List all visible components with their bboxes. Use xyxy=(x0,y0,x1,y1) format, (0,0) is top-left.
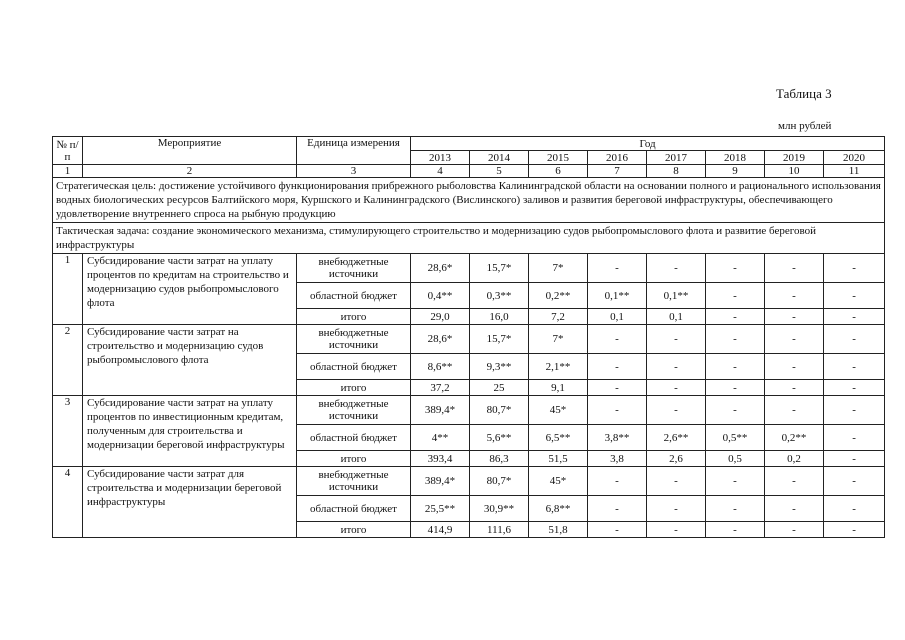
column-number-1: 1 xyxy=(53,165,83,178)
value-cell: - xyxy=(824,254,885,283)
value-cell: - xyxy=(765,467,824,496)
value-cell: 80,7* xyxy=(470,467,529,496)
units-label: млн рублей xyxy=(778,120,832,132)
value-cell: 29,0 xyxy=(411,309,470,325)
header-year-2015: 2015 xyxy=(529,151,588,165)
funding-source: итого xyxy=(297,309,411,325)
value-cell: 16,0 xyxy=(470,309,529,325)
value-cell: - xyxy=(706,467,765,496)
value-cell: - xyxy=(824,380,885,396)
funding-source: областной бюджет xyxy=(297,425,411,451)
header-year-2017: 2017 xyxy=(647,151,706,165)
value-cell: - xyxy=(824,283,885,309)
value-cell: - xyxy=(765,309,824,325)
value-cell: 4** xyxy=(411,425,470,451)
value-cell: 30,9** xyxy=(470,496,529,522)
value-cell: - xyxy=(765,283,824,309)
table-row xyxy=(53,396,885,425)
value-cell: - xyxy=(647,254,706,283)
column-number-11: 11 xyxy=(824,165,885,178)
funding-source: областной бюджет xyxy=(297,354,411,380)
value-cell: - xyxy=(824,467,885,496)
value-cell: 2,6** xyxy=(647,425,706,451)
value-cell: - xyxy=(824,325,885,354)
value-cell: - xyxy=(765,522,824,538)
value-cell: - xyxy=(706,354,765,380)
header-year: Год xyxy=(411,137,885,151)
event-name: Субсидирование части затрат на строительство и модернизацию судов рыбопромыслового флота xyxy=(83,325,297,396)
row-number: 3 xyxy=(53,396,83,467)
value-cell: 45* xyxy=(529,467,588,496)
value-cell: 111,6 xyxy=(470,522,529,538)
value-cell: 5,6** xyxy=(470,425,529,451)
value-cell: 9,1 xyxy=(529,380,588,396)
event-name: Субсидирование части затрат на уплату процентов по кредитам на строительство и модернизацию судов рыбопромыслового флота xyxy=(83,254,297,325)
value-cell: 37,2 xyxy=(411,380,470,396)
header-year-2013: 2013 xyxy=(411,151,470,165)
table-title: Таблица 3 xyxy=(776,86,832,101)
value-cell: 7* xyxy=(529,325,588,354)
funding-source: итого xyxy=(297,522,411,538)
value-cell: 2,6 xyxy=(647,451,706,467)
value-cell: - xyxy=(706,380,765,396)
value-cell: - xyxy=(588,467,647,496)
value-cell: - xyxy=(647,467,706,496)
header-year-2014: 2014 xyxy=(470,151,529,165)
value-cell: - xyxy=(588,380,647,396)
funding-source: внебюджетные источники xyxy=(297,254,411,283)
value-cell: 0,2** xyxy=(529,283,588,309)
funding-source: внебюджетные источники xyxy=(297,325,411,354)
header-year-2016: 2016 xyxy=(588,151,647,165)
column-number-7: 7 xyxy=(588,165,647,178)
funding-source: итого xyxy=(297,380,411,396)
funding-source: итого xyxy=(297,451,411,467)
value-cell: - xyxy=(706,496,765,522)
table-row xyxy=(53,467,885,496)
value-cell: 28,6* xyxy=(411,254,470,283)
value-cell: 51,8 xyxy=(529,522,588,538)
value-cell: - xyxy=(588,496,647,522)
value-cell: - xyxy=(824,451,885,467)
value-cell: - xyxy=(647,496,706,522)
funding-source: внебюджетные источники xyxy=(297,467,411,496)
value-cell: - xyxy=(765,380,824,396)
value-cell: 393,4 xyxy=(411,451,470,467)
value-cell: 7,2 xyxy=(529,309,588,325)
value-cell: 3,8** xyxy=(588,425,647,451)
value-cell: 389,4* xyxy=(411,467,470,496)
value-cell: - xyxy=(588,325,647,354)
value-cell: 6,8** xyxy=(529,496,588,522)
value-cell: - xyxy=(765,354,824,380)
value-cell: - xyxy=(706,309,765,325)
value-cell: 9,3** xyxy=(470,354,529,380)
value-cell: - xyxy=(588,522,647,538)
value-cell: 45* xyxy=(529,396,588,425)
value-cell: - xyxy=(824,396,885,425)
value-cell: - xyxy=(706,396,765,425)
header-year-2018: 2018 xyxy=(706,151,765,165)
value-cell: 0,2 xyxy=(765,451,824,467)
strategic-goal-row xyxy=(53,178,885,223)
value-cell: 15,7* xyxy=(470,254,529,283)
column-number-2: 2 xyxy=(83,165,297,178)
tactical-task: Тактическая задача: создание экономического механизма, стимулирующего строительство и модернизацию судов рыбопромыслового флота и развитие береговой инфраструктуры xyxy=(53,223,885,254)
value-cell: 15,7* xyxy=(470,325,529,354)
value-cell: 28,6* xyxy=(411,325,470,354)
value-cell: 80,7* xyxy=(470,396,529,425)
value-cell: 0,5 xyxy=(706,451,765,467)
header-year-2020: 2020 xyxy=(824,151,885,165)
value-cell: 25,5** xyxy=(411,496,470,522)
value-cell: 0,1** xyxy=(588,283,647,309)
column-number-8: 8 xyxy=(647,165,706,178)
value-cell: 0,4** xyxy=(411,283,470,309)
value-cell: 86,3 xyxy=(470,451,529,467)
value-cell: 0,1 xyxy=(588,309,647,325)
header-no: № п/п xyxy=(53,137,83,165)
header-year-2019: 2019 xyxy=(765,151,824,165)
value-cell: - xyxy=(647,380,706,396)
value-cell: - xyxy=(824,522,885,538)
event-name: Субсидирование части затрат для строительства и модернизации береговой инфраструктуры xyxy=(83,467,297,538)
value-cell: - xyxy=(588,396,647,425)
value-cell: - xyxy=(824,496,885,522)
table-row xyxy=(53,254,885,283)
value-cell: - xyxy=(765,496,824,522)
column-number-4: 4 xyxy=(411,165,470,178)
value-cell: 414,9 xyxy=(411,522,470,538)
value-cell: - xyxy=(706,283,765,309)
column-number-6: 6 xyxy=(529,165,588,178)
header-event: Мероприятие xyxy=(83,137,297,165)
value-cell: - xyxy=(647,354,706,380)
value-cell: - xyxy=(647,396,706,425)
funding-source: областной бюджет xyxy=(297,283,411,309)
value-cell: 3,8 xyxy=(588,451,647,467)
value-cell: 0,2** xyxy=(765,425,824,451)
value-cell: 0,1 xyxy=(647,309,706,325)
budget-table xyxy=(52,136,885,538)
funding-source: областной бюджет xyxy=(297,496,411,522)
value-cell: - xyxy=(824,354,885,380)
value-cell: - xyxy=(765,254,824,283)
funding-source: внебюджетные источники xyxy=(297,396,411,425)
value-cell: 0,1** xyxy=(647,283,706,309)
header-unit: Единица измерения xyxy=(297,137,411,165)
value-cell: - xyxy=(824,309,885,325)
value-cell: - xyxy=(706,522,765,538)
value-cell: 389,4* xyxy=(411,396,470,425)
column-numbers-row xyxy=(53,165,885,178)
value-cell: 7* xyxy=(529,254,588,283)
value-cell: - xyxy=(765,325,824,354)
column-number-10: 10 xyxy=(765,165,824,178)
header-row-1 xyxy=(53,137,885,151)
value-cell: - xyxy=(765,396,824,425)
value-cell: 6,5** xyxy=(529,425,588,451)
value-cell: 51,5 xyxy=(529,451,588,467)
column-number-3: 3 xyxy=(297,165,411,178)
tactical-task-row xyxy=(53,223,885,254)
row-number: 1 xyxy=(53,254,83,325)
value-cell: - xyxy=(706,254,765,283)
value-cell: 2,1** xyxy=(529,354,588,380)
table-row xyxy=(53,325,885,354)
column-number-5: 5 xyxy=(470,165,529,178)
value-cell: 8,6** xyxy=(411,354,470,380)
value-cell: - xyxy=(647,522,706,538)
value-cell: - xyxy=(588,354,647,380)
value-cell: - xyxy=(588,254,647,283)
event-name: Субсидирование части затрат на уплату процентов по инвестиционным кредитам, полученным для строительства и модернизации береговой инфраструктуры xyxy=(83,396,297,467)
value-cell: 0,5** xyxy=(706,425,765,451)
value-cell: - xyxy=(647,325,706,354)
row-number: 4 xyxy=(53,467,83,538)
value-cell: 25 xyxy=(470,380,529,396)
value-cell: 0,3** xyxy=(470,283,529,309)
row-number: 2 xyxy=(53,325,83,396)
column-number-9: 9 xyxy=(706,165,765,178)
strategic-goal: Стратегическая цель: достижение устойчивого функционирования прибрежного рыболовства Калининградской области на основании полного и рационального использования водных биологических ресурсов Балтийского моря, Куршского и Калининградского (Вислинского) заливов и развития береговой инфраструктуры, обеспечивающего удовлетворение внутреннего спроса на рыбную продукцию xyxy=(53,178,885,223)
value-cell: - xyxy=(706,325,765,354)
value-cell: - xyxy=(824,425,885,451)
